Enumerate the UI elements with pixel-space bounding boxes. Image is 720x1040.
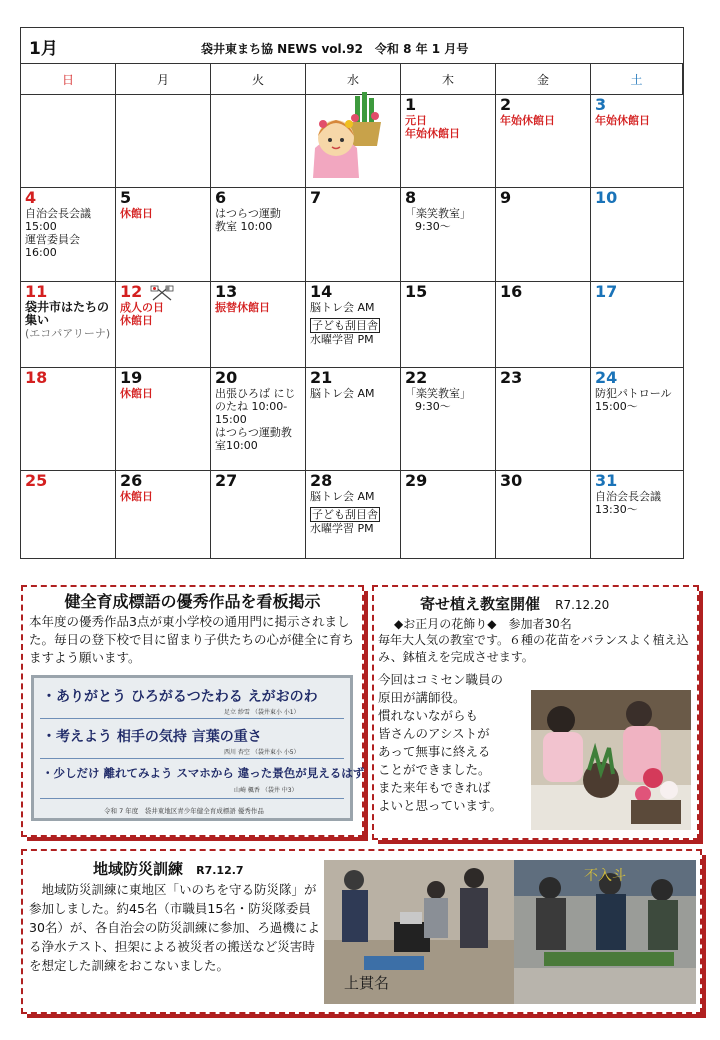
calendar-event: 休館日 <box>120 207 153 220</box>
frame-shadow <box>364 591 368 841</box>
day-number: 15 <box>405 282 428 301</box>
weekday-header: 月 <box>116 64 211 95</box>
new-year-doll-illustration <box>305 88 385 183</box>
day-number: 17 <box>595 282 618 301</box>
calendar-event: 脳トレ会 AM <box>310 387 375 400</box>
calendar-event: 9:30～ <box>415 400 451 413</box>
calendar-day-28 <box>306 471 401 559</box>
calendar-day-24 <box>591 368 683 471</box>
calendar-day-9 <box>496 188 591 282</box>
calendar-event: 元日 <box>405 114 427 127</box>
calendar-event: 振替休館日 <box>215 301 270 314</box>
article-line: 慣れないながらも <box>378 708 479 723</box>
slogan-signboard-photo <box>31 675 365 821</box>
day-number: 30 <box>500 471 523 490</box>
calendar-event: (エコパアリーナ) <box>25 327 111 340</box>
slogan-author: 山崎 楓香 （袋井 中3） <box>234 787 298 794</box>
calendar-day-15 <box>401 282 496 368</box>
day-number: 18 <box>25 368 48 387</box>
day-number: 21 <box>310 368 333 387</box>
day-number: 28 <box>310 471 333 490</box>
crossed-flags-icon <box>150 285 174 301</box>
day-number: 9 <box>500 188 512 207</box>
calendar-event: 水曜学習 PM <box>310 333 374 346</box>
day-number: 23 <box>500 368 523 387</box>
day-number: 1 <box>405 95 417 114</box>
calendar-day-23 <box>496 368 591 471</box>
calendar-event: 脳トレ会 AM <box>310 301 375 314</box>
article-line: 今回はコミセン職員の <box>378 672 504 687</box>
article-date: R7.12.20 <box>555 598 610 612</box>
day-number: 29 <box>405 471 428 490</box>
calendar-event: 自治会長会議 <box>25 207 91 220</box>
calendar-event: 出張ひろば にじのたね 10:00-15:00 <box>215 387 296 426</box>
day-number: 31 <box>595 471 618 490</box>
weekday-header: 日 <box>21 64 116 95</box>
newsletter-title: 袋井東まち協 NEWS vol.92 令和 8 年 1 月号 <box>201 42 469 56</box>
slogan-author: 足立 紗雪 （袋井東小 小1） <box>224 709 300 716</box>
slogan-line: ・少しだけ 離れてみよう スマホから 違った景色が見えるはず <box>42 766 365 780</box>
article-body: 地域防災訓練に東地区「いのちを守る防災隊」が参加しました。約45名（市職員15名・防災隊委員30名）が、各自治会の防災訓練に参加、ろ過機による浄水テスト、担架による被災者の搬送など災害時を想定した訓練をおこないました。 <box>29 882 320 973</box>
calendar-event: はつらつ運動教室10:00 <box>215 426 292 452</box>
article-line: 皆さんのアシストが <box>378 726 490 741</box>
slogan-line: ・ありがとう ひろがるつたわる えがおのわ <box>42 689 318 705</box>
calendar-day-1 <box>401 95 496 188</box>
day-number: 2 <box>500 95 512 114</box>
calendar-event: 13:30～ <box>595 503 638 516</box>
calendar-day-11 <box>21 282 116 368</box>
day-number: 25 <box>25 471 48 490</box>
day-number: 26 <box>120 471 143 490</box>
calendar-day-3 <box>591 95 683 188</box>
calendar-event: 16:00 <box>25 246 57 259</box>
photo-label-kaminukina: 上貫名 <box>344 975 390 992</box>
day-number: 24 <box>595 368 618 387</box>
calendar-day-8 <box>401 188 496 282</box>
article-planting <box>372 585 699 840</box>
calendar-day-31 <box>591 471 683 559</box>
calendar-day-13 <box>211 282 306 368</box>
calendar-day-19 <box>116 368 211 471</box>
calendar-event: 水曜学習 PM <box>310 522 374 535</box>
calendar-day-22 <box>401 368 496 471</box>
weekday-header: 水 <box>306 64 401 95</box>
article-disaster-drill <box>21 849 702 1014</box>
calendar-day-6 <box>211 188 306 282</box>
calendar-event: 「楽笑教室」 <box>405 387 471 400</box>
frame-shadow <box>702 855 706 1018</box>
calendar-event: 年始休館日 <box>595 114 650 127</box>
day-number: 19 <box>120 368 143 387</box>
calendar-day-18 <box>21 368 116 471</box>
photo-label-iriyamase: 不入斗 <box>584 867 626 883</box>
frame-shadow <box>27 837 368 841</box>
article-subtitle: ◆お正月の花飾り◆ 参加者30名 <box>394 617 572 631</box>
article-slogan <box>21 585 364 837</box>
calendar-day-27 <box>211 471 306 559</box>
water-filtration-photo <box>324 860 514 1004</box>
article-lead: 毎年大人気の教室です。６種の花苗をバランスよく植え込み、鉢植えを完成させます。 <box>378 633 689 664</box>
slogan-line: ・考えよう 相手の気持 言葉の重さ <box>42 729 262 745</box>
calendar-day-5 <box>116 188 211 282</box>
article-body: 本年度の優秀作品3点が東小学校の通用門に掲示されました。毎日の登下校で目に留まり子供たちの心が健全に育ちますよう願います。 <box>29 614 355 665</box>
calendar-header <box>21 28 683 64</box>
calendar-day-30 <box>496 471 591 559</box>
calendar-day-25 <box>21 471 116 559</box>
article-line: ことができました。 <box>378 762 491 777</box>
calendar-day-16 <box>496 282 591 368</box>
article-line: あって無事に終える <box>378 744 491 759</box>
calendar-event: 15:00～ <box>595 400 638 413</box>
calendar-empty-cell <box>211 95 306 188</box>
day-number: 3 <box>595 95 607 114</box>
day-number: 7 <box>310 188 322 207</box>
day-number: 5 <box>120 188 132 207</box>
day-number: 22 <box>405 368 428 387</box>
weekday-header: 金 <box>496 64 591 95</box>
article-date: R7.12.7 <box>196 864 244 877</box>
calendar-event: 休館日 <box>120 490 153 503</box>
weekday-header: 土 <box>591 64 683 95</box>
calendar-event: 成人の日 <box>120 301 164 314</box>
calendar-day-17 <box>591 282 683 368</box>
day-number: 20 <box>215 368 238 387</box>
day-number: 16 <box>500 282 523 301</box>
article-title: 健全育成標語の優秀作品を看板掲示 <box>64 592 321 611</box>
calendar-event: 年始休館日 <box>405 127 460 140</box>
calendar-day-4 <box>21 188 116 282</box>
calendar-day-7 <box>306 188 401 282</box>
calendar-event: 脳トレ会 AM <box>310 490 375 503</box>
day-number: 6 <box>215 188 227 207</box>
month-label: 1月 <box>29 39 58 59</box>
article-title: 地域防災訓練 <box>93 860 184 878</box>
day-number: 14 <box>310 282 333 301</box>
calendar-day-29 <box>401 471 496 559</box>
calendar-event: 15:00 <box>25 220 57 233</box>
weekday-header: 木 <box>401 64 496 95</box>
calendar-empty-cell <box>116 95 211 188</box>
slogan-author: 西川 杏空 （袋井東小 小5） <box>224 749 300 756</box>
calendar-day-21 <box>306 368 401 471</box>
calendar-event: 袋井市はたちの集い <box>25 300 110 327</box>
calendar-empty-cell <box>21 95 116 188</box>
calendar-event: 年始休館日 <box>500 114 555 127</box>
calendar-day-2 <box>496 95 591 188</box>
day-number: 8 <box>405 188 417 207</box>
calendar-day-20 <box>211 368 306 471</box>
planting-class-photo <box>531 690 691 830</box>
article-line: 原田が講師役。 <box>378 690 466 705</box>
day-number: 10 <box>595 188 618 207</box>
article-line: また来年もできれば <box>378 780 491 795</box>
calendar-event: 子ども刮目舎 <box>312 319 378 332</box>
signboard-footer: 令和 7 年度 袋井東地区青少年健全育成標語 優秀作品 <box>104 807 264 815</box>
day-number: 27 <box>215 471 238 490</box>
day-number: 13 <box>215 282 238 301</box>
calendar-event: 防犯パトロール <box>595 387 672 400</box>
calendar-day-26 <box>116 471 211 559</box>
calendar-event: 休館日 <box>120 387 153 400</box>
calendar-event: 運営委員会 <box>25 233 80 246</box>
calendar-day-10 <box>591 188 683 282</box>
stretcher-transport-photo <box>514 860 696 1004</box>
calendar-event: 「楽笑教室」 <box>405 207 471 220</box>
day-number: 11 <box>25 282 48 301</box>
frame-shadow <box>699 591 703 844</box>
day-number: 12 <box>120 282 143 301</box>
calendar-day-14 <box>306 282 401 368</box>
day-number: 4 <box>25 188 37 207</box>
calendar-event: 9:30～ <box>415 220 451 233</box>
calendar-event: はつらつ運動 <box>215 207 281 220</box>
frame-shadow <box>378 840 703 844</box>
calendar-event: 自治会長会議 <box>595 490 661 503</box>
article-title: 寄せ植え教室開催 <box>420 595 541 613</box>
frame-shadow <box>27 1014 706 1018</box>
calendar-event: 子ども刮目舎 <box>312 508 378 521</box>
weekday-header: 火 <box>211 64 306 95</box>
calendar-event: 教室 10:00 <box>215 220 273 233</box>
article-line: よいと思っています。 <box>378 798 503 813</box>
calendar-event: 休館日 <box>120 314 153 327</box>
article-body <box>378 671 503 815</box>
